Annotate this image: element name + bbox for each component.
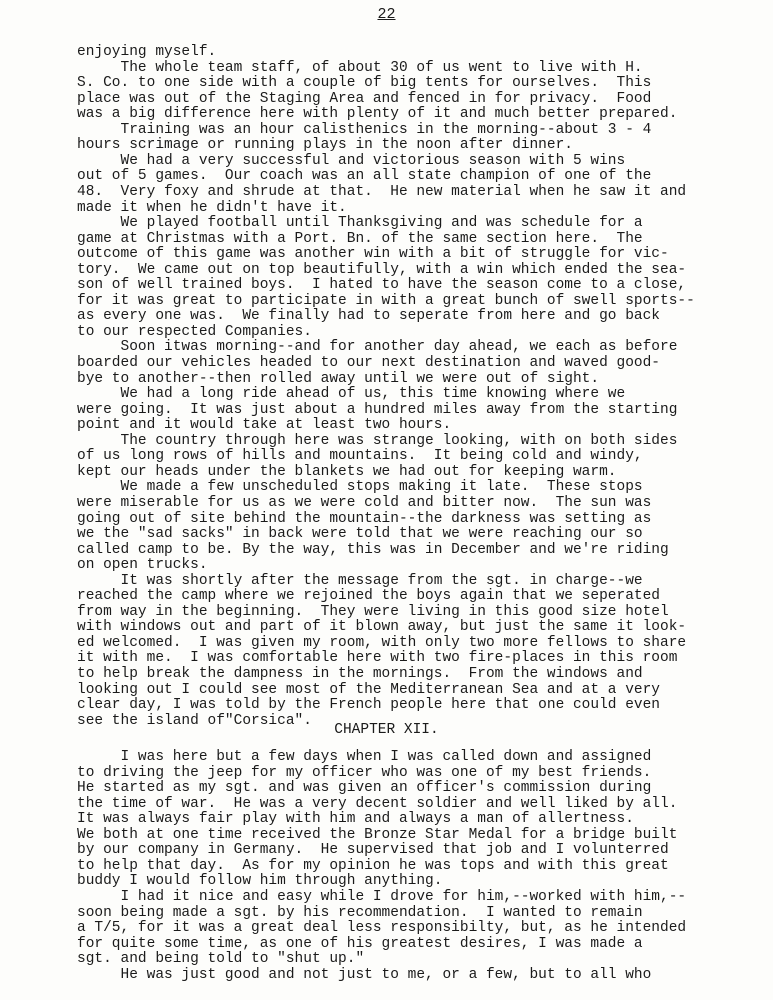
text-line: buddy I would follow him through anything. (77, 873, 443, 890)
text-line: It was shortly after the message from the sgt. in charge--we (77, 572, 643, 589)
text-line: He was just good and not just to me, or a few, but to all who (77, 966, 652, 983)
text-line: from way in the beginning. They were living in this good size hotel (77, 603, 669, 620)
text-line: called camp to be. By the way, this was in December and we're riding (77, 541, 669, 558)
text-line: for quite some time, as one of his greatest desires, I was made a (77, 935, 643, 952)
text-line: boarded our vehicles headed to our next destination and waved good- (77, 355, 660, 371)
text-line: We both at one time received the Bronze Star Medal for a bridge built (77, 826, 678, 843)
text-line: It was always fair play with him and always a man of allertness. (77, 811, 634, 828)
text-line: We had a very successful and victorious season with 5 wins (77, 152, 626, 169)
text-line: We played football until Thanksgiving and was schedule for a (77, 215, 643, 232)
text-line: looking out I could see most of the Mediterranean Sea and at a very (77, 681, 660, 698)
text-line: soon being made a sgt. by his recommendation. I wanted to remain (77, 904, 643, 921)
text-line: ed welcomed. I was given my room, with only two more fellows to share (77, 634, 687, 651)
text-line: The whole team staff, of about 30 of us went to live with H. (77, 59, 643, 76)
text-line: the time of war. He was a very decent soldier and well liked by all. (77, 795, 678, 812)
text-line: going out of site behind the mountain--the darkness was setting as (77, 510, 652, 527)
text-line: We had a long ride ahead of us, this time knowing where we (77, 386, 626, 403)
text-line: clear day, I was told by the French people here that one could even (77, 697, 660, 714)
text-line: to help that day. As for my opinion he was tops and with this great (77, 857, 669, 874)
text-line: with windows out and part of it blown away, but just the same it look- (77, 619, 687, 636)
text-line: were going. It was just about a hundred miles away from the starting (77, 401, 678, 418)
text-line: on open trucks. (77, 557, 208, 574)
text-line: S. Co. to one side with a couple of big tents for ourselves. This (77, 75, 652, 92)
text-line: bye to another--then rolled away until we were out of sight. (77, 370, 600, 387)
text-line: I was here but a few days when I was called down and assigned (77, 749, 652, 765)
text-line: outcome of this game was another win with a bit of struggle for vic- (77, 246, 669, 263)
text-line: point and it would take at least two hours. (77, 417, 452, 434)
text-line: 48. Very foxy and shrude at that. He new material when he saw it and (77, 183, 687, 200)
text-line: enjoying myself. (77, 44, 217, 60)
text-line: sgt. and being told to "shut up." (77, 951, 365, 968)
text-line: place was out of the Staging Area and fenced in for privacy. Food (77, 90, 652, 107)
chapter-heading: CHAPTER XII. (334, 722, 439, 738)
text-line: see the island of"Corsica". (77, 712, 312, 729)
text-line: We made a few unscheduled stops making it late. These stops (77, 479, 643, 496)
text-line: it with me. I was comfortable here with two fire-places in this room (77, 650, 678, 667)
page-number: 22 (377, 6, 396, 23)
text-line: a T/5, for it was a great deal less responsibilty, but, as he intended (77, 920, 687, 937)
text-line: was a big difference here with plenty of it and much better prepared. (77, 106, 678, 123)
text-line: of us long rows of hills and mountains. It being cold and windy, (77, 448, 643, 465)
text-line: to driving the jeep for my officer who was one of my best friends. (77, 764, 652, 781)
text-line: kept our heads under the blankets we had out for keeping warm. (77, 463, 617, 480)
text-line: Training was an hour calisthenics in the morning--about 3 - 4 (77, 121, 652, 138)
text-line: out of 5 games. Our coach was an all state champion of one of the (77, 168, 652, 185)
text-line: tory. We came out on top beautifully, with a win which ended the sea- (77, 261, 687, 278)
text-line: we the "sad sacks" in back were told that we were reaching our so (77, 526, 643, 543)
text-line: by our company in Germany. He supervised that job and I volunterred (77, 842, 669, 859)
text-line: were miserable for us as we were cold and bitter now. The sun was (77, 494, 652, 511)
text-line: reached the camp where we rejoined the boys again that we seperated (77, 588, 660, 605)
text-line: made it when he didn't have it. (77, 199, 347, 216)
text-line: hours scrimage or running plays in the noon after dinner. (77, 137, 573, 154)
text-line: son of well trained boys. I hated to have the season come to a close, (77, 277, 687, 294)
text-line: I had it nice and easy while I drove for him,--worked with him,-- (77, 888, 687, 905)
text-line: Soon itwas morning--and for another day ahead, we each as before (77, 339, 678, 356)
text-line: game at Christmas with a Port. Bn. of the same section here. The (77, 230, 643, 247)
text-line: to help break the dampness in the mornings. From the windows and (77, 666, 643, 682)
text-line: to our respected Companies. (77, 323, 312, 340)
text-line: The country through here was strange looking, with on both sides (77, 432, 678, 449)
text-line: for it was great to participate in with a great bunch of swell sports-- (77, 292, 695, 309)
text-line: as every one was. We finally had to seperate from here and go back (77, 308, 660, 325)
text-line: He started as my sgt. and was given an officer's commission during (77, 780, 652, 797)
